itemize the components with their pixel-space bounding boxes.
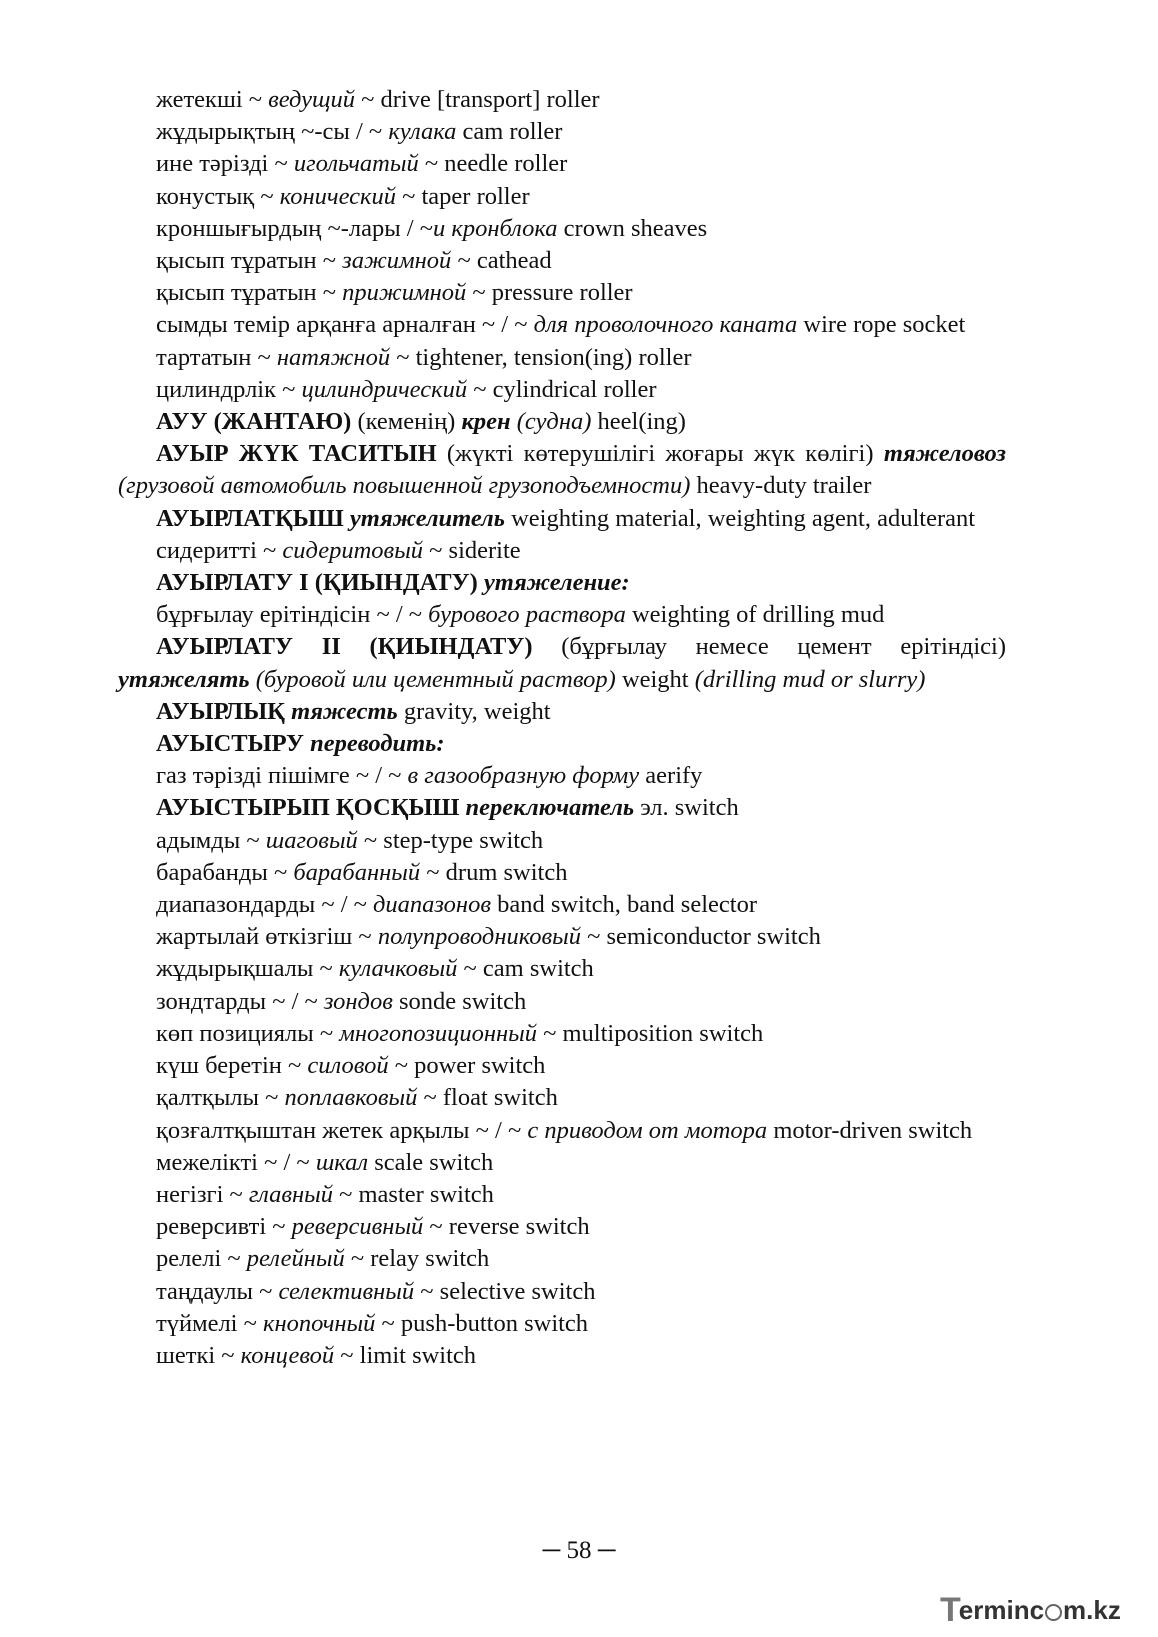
russian-term: (судна) — [516, 408, 592, 436]
headword: тяжеловоз — [883, 440, 1006, 468]
russian-term: полупроводниковый — [377, 923, 581, 951]
russian-term: конический — [279, 182, 396, 210]
entry-text: эл. switch — [634, 794, 739, 822]
dictionary-entry — [118, 760, 1006, 792]
entry-text: heavy-duty trailer — [690, 472, 872, 500]
dictionary-entry — [118, 1243, 1006, 1275]
dictionary-entry — [118, 728, 1006, 760]
dictionary-entry — [118, 1308, 1006, 1340]
dictionary-entry — [118, 181, 1006, 213]
dictionary-entry — [118, 631, 1006, 695]
russian-term: цилиндрический — [301, 375, 468, 403]
page-number: ─ 58 ─ — [542, 1537, 616, 1564]
entry-text: күш беретін ~ — [156, 1052, 308, 1080]
entry-text: (бұрғылау немесе цемент ерітіндісі) — [532, 633, 1006, 661]
entry-text: қалтқылы ~ — [156, 1084, 285, 1112]
entry-text: шеткі ~ — [156, 1341, 241, 1369]
headword: АУЫРЛЫҚ — [156, 697, 285, 725]
entry-text: газ тәрізді пішімге ~ / ~ — [156, 762, 408, 790]
dictionary-entry — [118, 825, 1006, 857]
entry-text: sonde switch — [392, 987, 527, 1015]
entry-text: цилиндрлік ~ — [156, 375, 302, 403]
dictionary-entry — [118, 1115, 1006, 1147]
entry-text: ~ reverse switch — [423, 1213, 590, 1241]
russian-term: (буровой или цементный раствор) — [255, 665, 616, 693]
entry-text: weight — [615, 665, 695, 693]
entry-text: aerify — [639, 762, 703, 790]
headword: утяжелять — [118, 665, 250, 693]
headword: утяжеление: — [483, 569, 630, 597]
dictionary-entry — [118, 277, 1006, 309]
russian-term: (грузовой автомобиль повышенной грузоподъемности) — [118, 472, 691, 500]
entry-text: ~ relay switch — [344, 1245, 490, 1273]
russian-term: барабанный — [293, 858, 421, 886]
dictionary-entry — [118, 1276, 1006, 1308]
dictionary-entry — [118, 857, 1006, 889]
dictionary-entry — [118, 1147, 1006, 1179]
entry-text: ~ push-button switch — [375, 1309, 589, 1337]
entry-text: қысып тұратын ~ — [156, 279, 343, 307]
dictionary-entry — [118, 567, 1006, 599]
entry-text: кроншығырдың ~-лары / ~ — [156, 214, 433, 242]
entry-text: wire rope socket — [797, 311, 966, 339]
entry-text: motor-driven switch — [767, 1116, 973, 1144]
russian-term: прижимной — [342, 279, 467, 307]
entry-text: қозғалтқыштан жетек арқылы ~ / ~ — [156, 1116, 528, 1144]
russian-term: шкал — [315, 1148, 369, 1176]
entry-text: көп позициялы ~ — [156, 1019, 340, 1047]
russian-term: ведущий — [268, 86, 355, 113]
dictionary-entry — [118, 438, 1006, 502]
headword: АУЫРЛАТУ II (ҚИЫНДАТУ) — [156, 633, 533, 661]
entry-text: жұдырықтың ~-сы / ~ — [156, 118, 389, 146]
entry-text: ~ siderite — [423, 536, 521, 564]
russian-term: сидеритовый — [282, 536, 424, 564]
russian-term: и кронблока — [432, 214, 558, 242]
entry-text: зондтарды ~ / ~ — [156, 987, 324, 1015]
entry-text: band switch, band selector — [490, 891, 757, 919]
dictionary-entry — [118, 116, 1006, 148]
entry-text: негізгі ~ — [156, 1180, 249, 1208]
dictionary-entry — [118, 953, 1006, 985]
entry-text: (кеменің) — [351, 408, 462, 436]
headword: тяжесть — [291, 697, 398, 725]
entry-text: (жүкті көтерушілігі жоғары жүк көлігі) — [436, 440, 884, 468]
headword: АУЫРЛАТҚЫШ — [156, 504, 344, 532]
russian-term: селективный — [278, 1277, 415, 1305]
russian-term: поплавковый — [284, 1084, 418, 1112]
headword: крен — [461, 408, 511, 436]
entry-text: сымды темір арқанға арналған ~ / ~ — [156, 311, 534, 339]
headword: АУЫСТЫРЫП ҚОСҚЫШ — [156, 794, 460, 822]
entry-text: ~ cathead — [451, 247, 552, 275]
russian-term: с приводом от мотора — [527, 1116, 768, 1144]
dictionary-entry — [118, 1050, 1006, 1082]
dictionary-entry — [118, 245, 1006, 277]
dictionary-entry — [118, 342, 1006, 374]
entry-text: ~ needle roller — [418, 150, 568, 178]
entry-text: адымды ~ — [156, 826, 266, 854]
russian-term: игольчатый — [293, 150, 419, 178]
entry-text: ~ selective switch — [414, 1277, 596, 1305]
russian-term: бурового раствора — [428, 601, 626, 629]
russian-term: реверсивный — [291, 1213, 424, 1241]
russian-term: зажимной — [342, 247, 452, 275]
entry-text: ~ cylindrical roller — [467, 375, 657, 403]
dictionary-entry — [118, 309, 1006, 341]
entry-text: қысып тұратын ~ — [156, 247, 343, 275]
magnifier-icon — [1045, 1604, 1062, 1621]
entry-text: ~ semiconductor switch — [580, 923, 821, 951]
entry-text: конустық ~ — [156, 182, 280, 210]
headword: переводить: — [310, 730, 445, 758]
entry-text: weighting material, weighting agent, adulterant — [504, 504, 976, 532]
russian-term: в газообразную форму — [407, 762, 640, 790]
dictionary-entry — [118, 792, 1006, 824]
entry-text: crown sheaves — [557, 214, 708, 242]
russian-term: главный — [248, 1180, 333, 1208]
entry-text: барабанды ~ — [156, 858, 294, 886]
entry-text: ~ drum switch — [420, 858, 568, 886]
entry-text: релелі ~ — [156, 1245, 247, 1273]
russian-term: зондов — [323, 987, 393, 1015]
watermark-logo: T erminc m.kz — [940, 1590, 1121, 1629]
russian-term: кулака — [388, 118, 457, 146]
entry-text: ~ master switch — [333, 1180, 494, 1208]
dictionary-entry — [118, 1340, 1006, 1372]
entry-text: ~ taper roller — [396, 182, 530, 210]
headword: переключатель — [465, 794, 635, 822]
dictionary-entry — [118, 148, 1006, 180]
russian-term: диапазонов — [373, 891, 491, 919]
entry-text: түймелі ~ — [156, 1309, 263, 1337]
dictionary-entry — [118, 921, 1006, 953]
entry-text: ~ step-type switch — [357, 826, 544, 854]
russian-term: (drilling mud or slurry) — [694, 665, 926, 693]
entry-text: ~ power switch — [388, 1052, 546, 1080]
russian-term: кнопочный — [262, 1309, 376, 1337]
headword: АУЫР ЖҮК ТАСИТЫН — [156, 440, 437, 468]
dictionary-entry — [118, 1179, 1006, 1211]
entry-text: жартылай өткізгіш ~ — [156, 923, 378, 951]
dictionary-entry — [118, 889, 1006, 921]
dictionary-entry — [118, 986, 1006, 1018]
entry-text: weighting of drilling mud — [625, 601, 885, 629]
headword: утяжелитель — [349, 504, 505, 532]
entry-text: сидеритті ~ — [156, 536, 283, 564]
russian-term: шаговый — [265, 826, 358, 854]
entry-text: ине тәрізді ~ — [156, 150, 294, 178]
entry-text: бұрғылау ерітіндісін ~ / ~ — [156, 601, 429, 629]
dictionary-entries — [118, 84, 1006, 1372]
entry-text: межелікті ~ / ~ — [156, 1148, 316, 1176]
headword: АУЫСТЫРУ — [156, 730, 305, 758]
entry-text: реверсивті ~ — [156, 1213, 292, 1241]
dictionary-entry — [118, 535, 1006, 567]
entry-text: ~ pressure roller — [466, 279, 633, 307]
entry-text: cam roller — [456, 118, 563, 146]
russian-term: для проволочного каната — [533, 311, 798, 339]
entry-text: gravity, weight — [397, 697, 551, 725]
russian-term: натяжной — [276, 343, 391, 371]
dictionary-entry — [118, 599, 1006, 631]
entry-text: ~ multiposition switch — [536, 1019, 764, 1047]
entry-text: ~ cam switch — [457, 955, 594, 983]
entry-text: ~ float switch — [417, 1084, 558, 1112]
entry-text: диапазондарды ~ / ~ — [156, 891, 374, 919]
headword: АУУ (ЖАНТАЮ) — [156, 408, 352, 436]
russian-term: многопозиционный — [339, 1019, 537, 1047]
entry-text: ~ drive [transport] roller — [354, 86, 600, 113]
dictionary-entry — [118, 1211, 1006, 1243]
dictionary-entry — [118, 374, 1006, 406]
dictionary-entry — [118, 1018, 1006, 1050]
russian-term: силовой — [307, 1052, 389, 1080]
entry-text: heel(ing) — [591, 408, 686, 436]
entry-text: ~ tightener, tension(ing) roller — [390, 343, 692, 371]
dictionary-entry — [118, 84, 1006, 116]
entry-text: жұдырықшалы ~ — [156, 955, 339, 983]
entry-text: ~ limit switch — [334, 1341, 477, 1369]
entry-text: тартатын ~ — [156, 343, 277, 371]
russian-term: релейный — [246, 1245, 345, 1273]
dictionary-entry — [118, 696, 1006, 728]
russian-term: концевой — [240, 1341, 335, 1369]
dictionary-entry — [118, 406, 1006, 438]
russian-term: кулачковый — [338, 955, 458, 983]
entry-text: жетекші ~ — [156, 86, 269, 113]
entry-text: таңдаулы ~ — [156, 1277, 279, 1305]
headword: АУЫРЛАТУ I (ҚИЫНДАТУ) — [156, 569, 478, 597]
entry-text: scale switch — [368, 1148, 494, 1176]
dictionary-entry — [118, 503, 1006, 535]
dictionary-entry — [118, 213, 1006, 245]
dictionary-entry — [118, 1082, 1006, 1114]
